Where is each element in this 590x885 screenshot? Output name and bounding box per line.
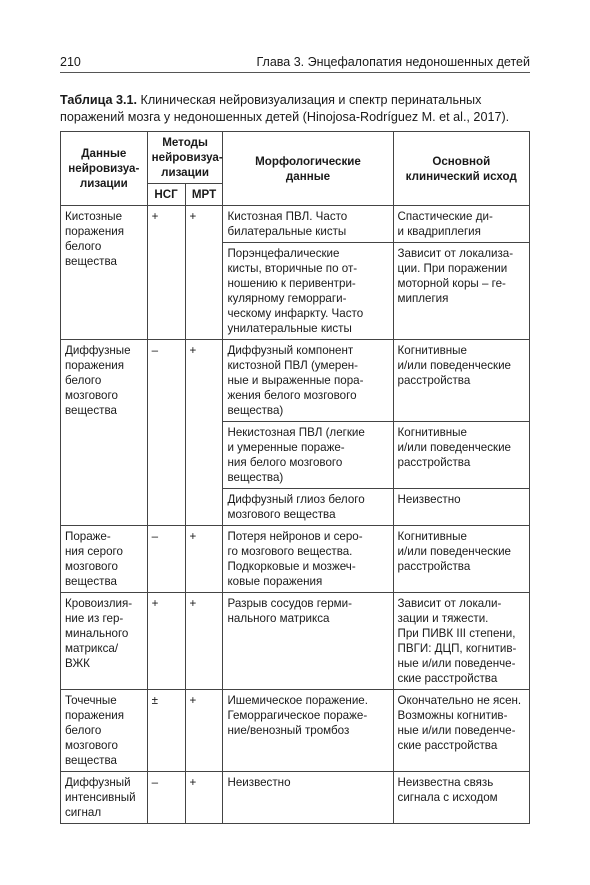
cell-line: Геморрагическое пораже- — [227, 709, 368, 722]
cell-line: белого — [65, 724, 102, 737]
cell-line: вещества — [65, 754, 117, 767]
cell-imaging-data — [61, 526, 148, 593]
cell-mrt: + — [185, 340, 223, 526]
header-line: Методы — [162, 136, 208, 149]
cell-line: вещества — [65, 575, 117, 588]
caption-text-line1: Клиническая нейровизуализация и спектр перинатальных — [137, 93, 482, 107]
cell-mrt: + — [185, 593, 223, 690]
cell-line: Диффузный компонент — [227, 344, 354, 357]
header-line: Данные — [81, 147, 127, 160]
cell-nsg: – — [147, 772, 185, 824]
header-clinical-outcome — [393, 132, 529, 206]
table-row — [61, 772, 530, 824]
cell-line: кисты, вторичные по от- — [227, 262, 358, 275]
cell-line: Когнитивные — [397, 344, 467, 357]
cell-morphology — [223, 206, 393, 243]
cell-line: Окончательно не ясен. — [397, 694, 522, 707]
cell-outcome — [393, 422, 529, 489]
cell-line: билатеральные кисты — [227, 225, 347, 238]
cell-line: кулярному геморраги- — [227, 292, 347, 305]
header-line: данные — [285, 169, 331, 183]
cell-line: и умеренные пораже- — [227, 441, 345, 454]
cell-line: Когнитивные — [397, 426, 467, 439]
cell-line: Пораже- — [65, 530, 111, 543]
cell-line: вещества) — [227, 471, 284, 484]
table-row — [61, 206, 530, 243]
cell-mrt: + — [185, 526, 223, 593]
cell-line: ковые поражения — [227, 575, 323, 588]
cell-line: кистозной ПВЛ (умерен- — [227, 359, 359, 372]
cell-line: ные и/или поведенче- — [397, 657, 516, 670]
header-imaging-data — [61, 132, 148, 206]
cell-morphology — [223, 772, 393, 824]
cell-imaging-data — [61, 772, 148, 824]
cell-line: матрикса/ — [65, 642, 119, 655]
cell-morphology — [223, 340, 393, 422]
cell-imaging-data — [61, 690, 148, 772]
cell-morphology — [223, 243, 393, 340]
cell-line: Неизвестна связь — [397, 776, 494, 789]
cell-line: ношению к перивентри- — [227, 277, 356, 290]
cell-line: жения белого мозгового — [227, 389, 357, 402]
running-head: Глава 3. Энцефалопатия недоношенных детей — [256, 55, 530, 69]
caption-label: Таблица 3.1. — [60, 93, 137, 107]
cell-line: ные и/или поведенче- — [397, 724, 516, 737]
cell-line: Кистозные — [65, 210, 123, 223]
cell-line: поражения — [65, 359, 124, 372]
cell-line: Кистозная ПВЛ. Часто — [227, 210, 348, 223]
cell-line: мозгового — [65, 560, 118, 573]
cell-line: Точечные — [65, 694, 117, 707]
table-caption — [60, 92, 530, 126]
cell-line: Неизвестно — [227, 776, 291, 789]
cell-line: минального — [65, 627, 129, 640]
cell-morphology — [223, 593, 393, 690]
cell-line: интенсивный — [65, 791, 136, 804]
cell-line: ние из гер- — [65, 612, 124, 625]
cell-line: и/или поведенческие — [397, 545, 511, 558]
header-line: Морфологические — [255, 154, 361, 168]
cell-mrt: + — [185, 772, 223, 824]
cell-line: ские расстройства — [397, 739, 498, 752]
cell-line: Кровоизлия- — [65, 597, 133, 610]
cell-morphology — [223, 526, 393, 593]
cell-line: Спастические ди- — [397, 210, 493, 223]
table-row — [61, 690, 530, 772]
cell-line: ния серого — [65, 545, 123, 558]
table-body — [61, 206, 530, 824]
cell-line: унилатеральные кисты — [227, 322, 352, 335]
cell-line: вещества) — [227, 404, 284, 417]
cell-line: ния белого мозгового — [227, 456, 343, 469]
cell-line: ции. При поражении — [397, 262, 508, 275]
cell-line: сигнала с исходом — [397, 791, 498, 804]
cell-mrt: + — [185, 690, 223, 772]
cell-line: поражения — [65, 225, 124, 238]
cell-outcome — [393, 593, 529, 690]
cell-line: Некистозная ПВЛ (легкие — [227, 426, 365, 439]
cell-outcome — [393, 772, 529, 824]
cell-morphology — [223, 489, 393, 526]
cell-imaging-data — [61, 340, 148, 526]
caption-text-line2: поражений мозга у недоношенных детей (Hinojosa-Rodríguez M. et al., 2017). — [60, 110, 510, 124]
cell-line: Подкорковые и мозжеч- — [227, 560, 356, 573]
cell-mrt: + — [185, 206, 223, 340]
cell-line: Ишемическое поражение. — [227, 694, 368, 707]
cell-outcome — [393, 690, 529, 772]
cell-line: поражения — [65, 709, 124, 722]
header-line: лизации — [79, 177, 128, 190]
cell-line: ПВГИ: ДЦП, когнитив- — [397, 642, 517, 655]
cell-line: Диффузный глиоз белого — [227, 493, 365, 506]
header-mrt: МРТ — [185, 184, 223, 206]
header-line: клинический исход — [405, 169, 517, 183]
cell-line: сигнал — [65, 806, 102, 819]
header-line: Основной — [432, 154, 491, 168]
cell-nsg: – — [147, 340, 185, 526]
cell-nsg: ± — [147, 690, 185, 772]
cell-line: зации и тяжести. — [397, 612, 489, 625]
page-header — [60, 52, 530, 73]
cell-line: ческому инфаркту. Часто — [227, 307, 364, 320]
header-line: лизации — [161, 166, 210, 179]
cell-nsg: – — [147, 526, 185, 593]
cell-line: ские расстройства — [397, 672, 498, 685]
cell-line: Неизвестно — [397, 493, 461, 506]
cell-line: ные и выраженные пора- — [227, 374, 364, 387]
cell-line: ВЖК — [65, 657, 90, 670]
cell-line: и квадриплегия — [397, 225, 481, 238]
cell-line: Зависит от локали- — [397, 597, 502, 610]
cell-outcome — [393, 340, 529, 422]
cell-line: нального матрикса — [227, 612, 330, 625]
cell-line: и/или поведенческие — [397, 441, 511, 454]
cell-nsg: + — [147, 206, 185, 340]
cell-line: Зависит от локализа- — [397, 247, 514, 260]
table-row — [61, 340, 530, 422]
cell-morphology — [223, 422, 393, 489]
page-number: 210 — [60, 55, 81, 69]
table-row — [61, 593, 530, 690]
cell-imaging-data — [61, 206, 148, 340]
cell-line: При ПИВК III степени, — [397, 627, 516, 640]
cell-imaging-data — [61, 593, 148, 690]
cell-outcome — [393, 489, 529, 526]
cell-line: ние/венозный тромбоз — [227, 724, 350, 737]
cell-line: миплегия — [397, 292, 449, 305]
header-line: нейровизуа- — [68, 162, 140, 175]
cell-line: Когнитивные — [397, 530, 467, 543]
header-nsg: НСГ — [147, 184, 185, 206]
cell-line: расстройства — [397, 374, 471, 387]
table-row — [61, 526, 530, 593]
header-line: нейровизуа- — [151, 151, 223, 164]
cell-outcome — [393, 206, 529, 243]
cell-line: Порэнцефалические — [227, 247, 340, 260]
cell-line: белого — [65, 374, 102, 387]
cell-line: белого — [65, 240, 102, 253]
cell-line: Потеря нейронов и серо- — [227, 530, 363, 543]
cell-line: и/или поведенческие — [397, 359, 511, 372]
cell-line: вещества — [65, 255, 117, 268]
cell-nsg: + — [147, 593, 185, 690]
cell-line: мозгового — [65, 739, 118, 752]
header-imaging-methods — [147, 132, 223, 184]
cell-outcome — [393, 526, 529, 593]
cell-line: го мозгового вещества. — [227, 545, 353, 558]
cell-outcome — [393, 243, 529, 340]
cell-line: Диффузные — [65, 344, 131, 357]
cell-line: Возможны когнитив- — [397, 709, 508, 722]
cell-line: моторной коры – ге- — [397, 277, 506, 290]
header-morphological-data — [223, 132, 393, 206]
cell-line: вещества — [65, 404, 117, 417]
cell-morphology — [223, 690, 393, 772]
cell-line: расстройства — [397, 456, 471, 469]
cell-line: Диффузный — [65, 776, 131, 789]
cell-line: мозгового — [65, 389, 118, 402]
neuroimaging-table — [60, 131, 530, 824]
cell-line: Разрыв сосудов герми- — [227, 597, 352, 610]
cell-line: мозгового вещества — [227, 508, 336, 521]
cell-line: расстройства — [397, 560, 471, 573]
